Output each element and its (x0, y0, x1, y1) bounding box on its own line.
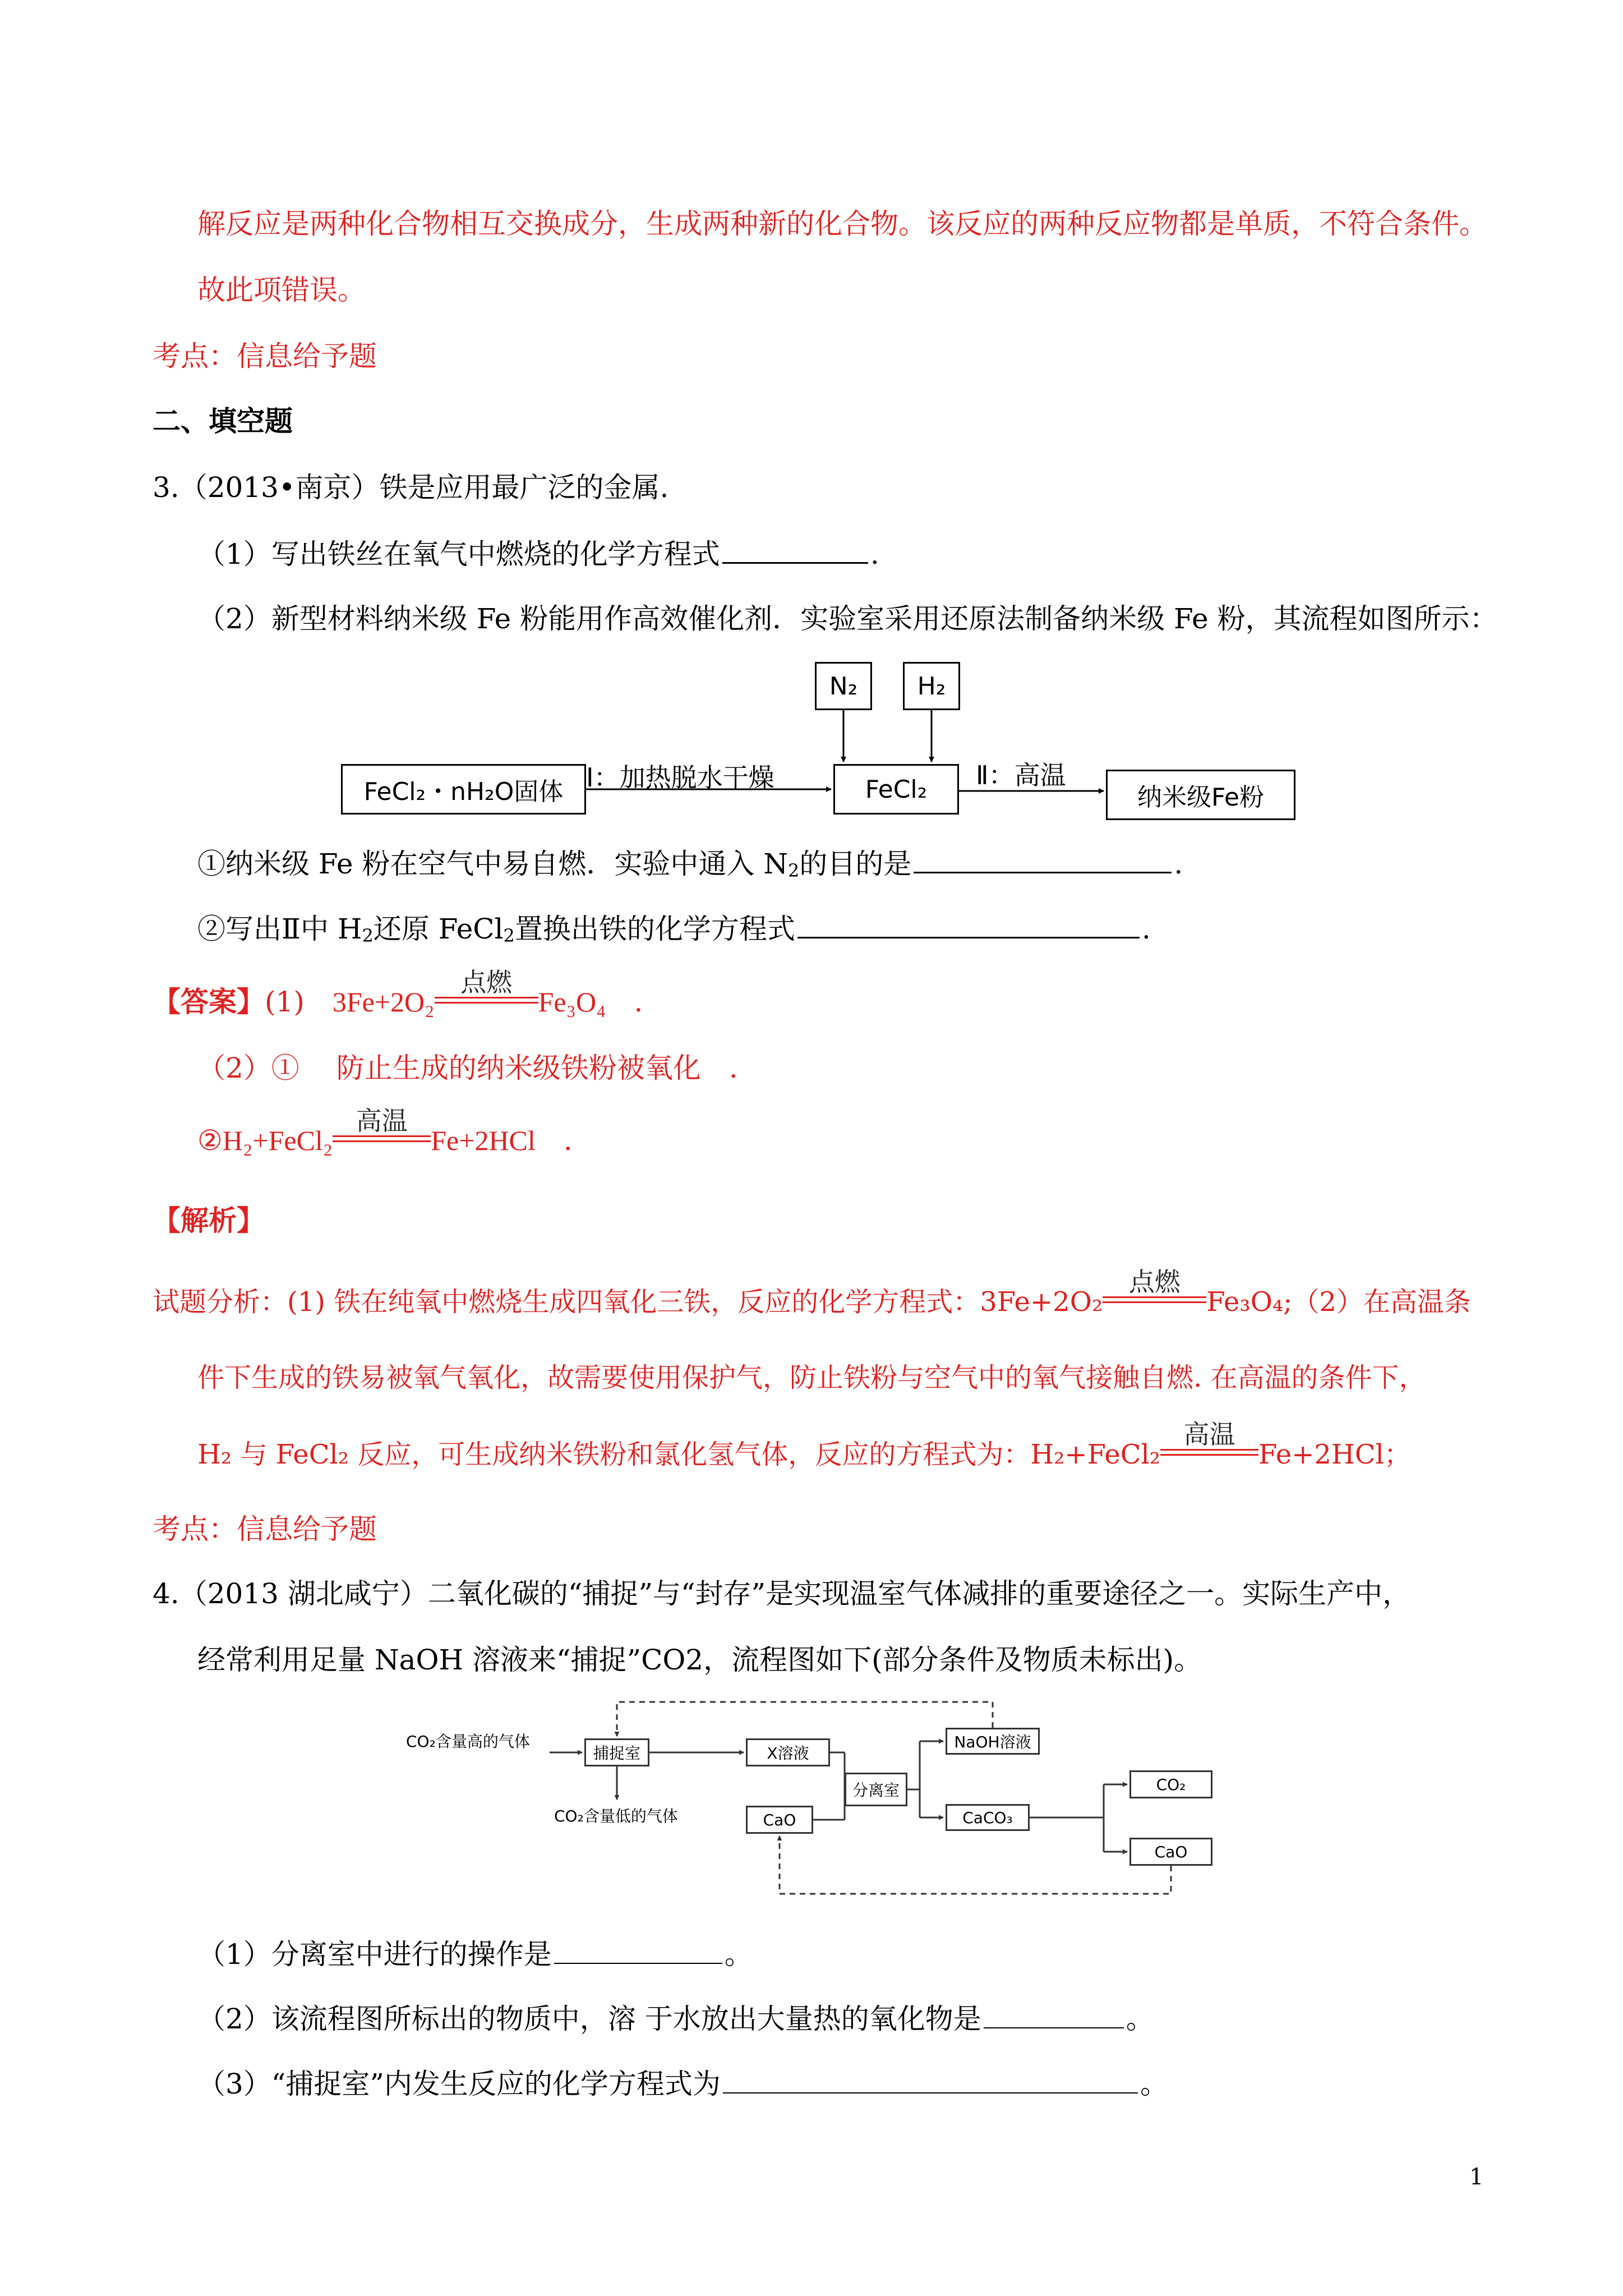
caco3-box: CaCO₃ (946, 1804, 1030, 1831)
q4-part1-blank[interactable] (554, 1937, 722, 1964)
q4-part3 (197, 2067, 1168, 2101)
nano-fe-box: 纳米级Fe粉 (1106, 770, 1295, 820)
q3-sub2-subscript2: 2 (503, 925, 515, 946)
cao-left-box: CaO (746, 1806, 813, 1834)
q3-sub1-text2: 的目的是 (799, 848, 912, 880)
naoh-solution-box: NaOH溶液 (946, 1728, 1040, 1755)
analysis-label: 【解析】 (153, 1204, 265, 1237)
prev-answer-line-2: 故此项错误。 (197, 274, 366, 306)
answer-1-products: Fe₃O₄ (538, 986, 606, 1018)
prev-kaodian: 考点：信息给予题 (153, 340, 377, 372)
q4-part3-blank[interactable] (723, 2067, 1138, 2093)
capture-room-box: 捕捉室 (584, 1738, 649, 1766)
separation-room-box: 分离室 (845, 1773, 907, 1806)
q3-kaodian: 考点：信息给予题 (153, 1513, 377, 1545)
answer-1-condition: 点燃 (460, 967, 513, 997)
q3-sub1-end: . (1174, 848, 1183, 880)
answer-label: 【答案】 (153, 985, 265, 1018)
answer-3-products: Fe+2HCl (431, 1125, 536, 1156)
q4-stem-2: 经常利用足量 NaOH 溶液来“捕捉”CO2，流程图如下(部分条件及物质未标出)。 (197, 1644, 1202, 1676)
answer-3-condition: 高温 (356, 1106, 408, 1136)
cao-right-box: CaO (1129, 1838, 1212, 1866)
answer-3-reactants: ②H₂+FeCl₂ (197, 1125, 333, 1156)
fecl2-hydrate-box: FeCl₂・nH₂O固体 (341, 764, 586, 815)
q4-part1-text: （1）分离室中进行的操作是 (197, 1938, 552, 1971)
q3-part2: （2）新型材料纳米级 Fe 粉能用作高效催化剂．实验室采用还原法制备纳米级 Fe 粉，其流程如图所示： (197, 602, 1498, 635)
q3-answer-2: （2）① 防止生成的纳米级铁粉被氧化 . (197, 1052, 738, 1084)
q3-sub2-subscript1: 2 (362, 925, 374, 946)
q3-sub1-text: ①纳米级 Fe 粉在空气中易自燃．实验中通入 N (197, 848, 788, 880)
co2-box: CO₂ (1129, 1770, 1212, 1798)
analysis-line-1-a: 试题分析：(1) 铁在纯氧中燃烧生成四氧化三铁，反应的化学方程式：3Fe+2O₂ (153, 1286, 1103, 1318)
analysis-condition-2-text: 高温 (1183, 1419, 1235, 1450)
q3-part1-end: . (870, 538, 879, 570)
analysis-line-3-b: Fe+2HCl； (1258, 1439, 1411, 1470)
x-solution-box: X溶液 (746, 1738, 830, 1766)
q4-part3-text: （3）“捕捉室”内发生反应的化学方程式为 (197, 2068, 721, 2100)
step1-label: Ⅰ：加热脱水干燥 (586, 762, 774, 793)
output-gas-label: CO₂含量低的气体 (554, 1807, 678, 1825)
q4-part2-blank[interactable] (984, 2001, 1124, 2028)
h2-box: H₂ (903, 662, 960, 710)
q4-part1-end: 。 (724, 1938, 753, 1971)
answer-3-end: . (535, 1124, 573, 1157)
prev-answer-line-1: 解反应是两种化合物相互交换成分，生成两种新的化合物。该反应的两种反应物都是单质，不符合条件。 (197, 208, 1487, 240)
q4-part1 (197, 1937, 753, 1972)
q3-sub2-end: . (1141, 913, 1151, 945)
page-number: 1 (1469, 2164, 1484, 2190)
fecl2-box: FeCl₂ (833, 764, 959, 815)
q3-sub2-text2: 还原 FeCl (373, 913, 504, 945)
q3-stem: 3.（2013•南京）铁是应用最广泛的金属. (153, 471, 669, 504)
answer-1-num: (1) (265, 986, 333, 1018)
q4-part2-text: （2）该流程图所标出的物质中，溶 于水放出大量热的氧化物是 (197, 2003, 981, 2035)
q4-part2 (197, 2001, 1154, 2036)
input-gas-label: CO₂含量高的气体 (406, 1732, 530, 1751)
analysis-line-3-a: H₂ 与 FeCl₂ 反应，可生成纳米铁粉和氯化氢气体，反应的方程式为：H₂+FeCl₂ (197, 1439, 1161, 1470)
q3-sub2-text3: 置换出铁的化学方程式 (514, 913, 795, 945)
q3-sub1-subscript: 2 (787, 860, 800, 881)
q3-sub2-text: ②写出Ⅱ中 H (197, 913, 362, 945)
q4-part2-end: 。 (1126, 2003, 1154, 2035)
n2-box: N₂ (815, 662, 872, 710)
answer-1-reactants: 3Fe+2O₂ (332, 986, 435, 1018)
q3-part1-text: （1）写出铁丝在氧气中燃烧的化学方程式 (197, 538, 720, 570)
analysis-line-1-b: Fe₃O₄;（2）在高温条 (1206, 1286, 1471, 1318)
analysis-condition-1-text: 点燃 (1128, 1267, 1181, 1297)
q4-stem-1: 4.（2013 湖北咸宁）二氧化碳的“捕捉”与“封存”是实现温室气体减排的重要途径之一。实际生产中， (153, 1577, 1411, 1610)
section-title: 二、填空题 (153, 404, 293, 438)
analysis-line-2: 件下生成的铁易被氧气氧化，故需要使用保护气，防止铁粉与空气中的氧气接触自燃. 在高温的条件下， (197, 1362, 1426, 1393)
step2-label: Ⅱ：高温 (976, 760, 1066, 790)
q4-part3-end: 。 (1140, 2068, 1168, 2100)
answer-1-end: . (606, 986, 643, 1018)
